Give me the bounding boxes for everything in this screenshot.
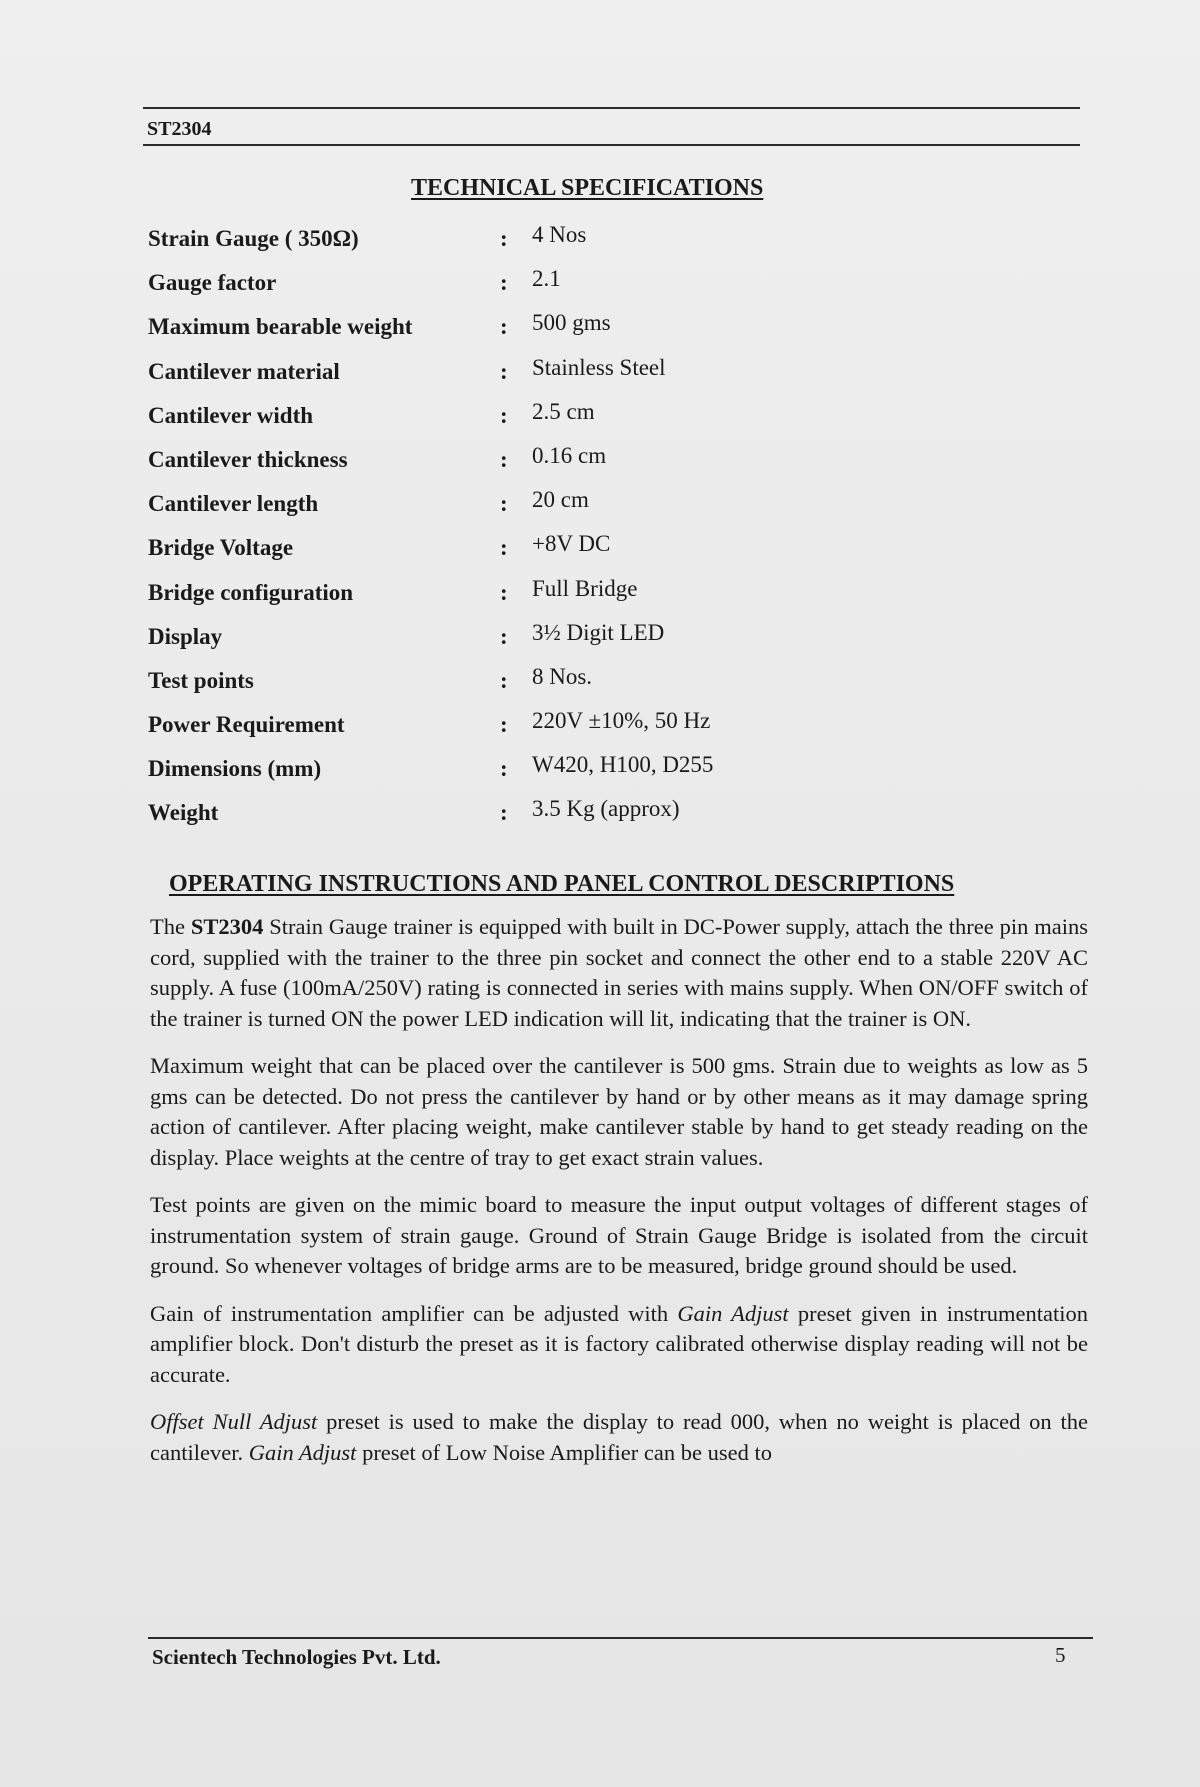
paragraph-offset-null: Offset Null Adjust preset is used to make the display to read 000, when no weight is placed on the cantilever. Gain Adjust preset of Low Noise Amplifier can be used to [150,1409,1088,1465]
offset-null-adjust-term: Offset Null Adjust [150,1409,318,1434]
spec-row [148,531,948,579]
spec-value: +8V DC [532,531,611,557]
spec-row [148,708,948,756]
spec-value: 3½ Digit LED [532,619,665,645]
spec-label: Weight [148,800,219,826]
footer-rule [148,1637,1093,1639]
spec-label: Display [148,623,223,649]
paragraph-maximum-weight: Maximum weight that can be placed over the cantilever is 500 gms. Strain due to weights as low as 5 gms can be detected. Do not press the cantilever by hand or by other means as it may damage spring action of cantilever. After placing weight, make cantilever stable by hand to get steady reading on the display. Place weights at the centre of tray to get exact strain values. [150,1053,1088,1170]
spec-separator: : [500,667,508,693]
spec-row [148,619,948,668]
operating-instructions-title: OPERATING INSTRUCTIONS AND PANEL CONTROL DESCRIPTIONS [169,871,955,897]
spec-value: Stainless Steel [532,354,666,380]
spec-row [148,442,948,491]
spec-value: 2.1 [532,266,561,292]
document-code: ST2304 [147,118,212,140]
spec-label: Test points [148,667,254,693]
spec-row [148,487,948,535]
paragraph-power-supply: The ST2304 Strain Gauge trainer is equipped with built in DC-Power supply, attach the three pin mains cord, supplied with the trainer to the three pin socket and connect the other end to a stable 220V AC supply. A fuse (100mA/250V) rating is connected in series with mains supply. When ON/OFF switch of the trainer is turned ON the power LED indication will lit, indicating that the trainer is ON. [150,914,1088,1031]
spec-row [148,310,948,358]
spec-value: 8 Nos. [532,663,593,689]
spec-label: Power Requirement [148,712,345,738]
spec-label: Cantilever length [148,491,319,517]
spec-row [148,663,948,712]
spec-separator: : [500,491,508,517]
spec-separator: : [500,535,508,561]
gain-adjust-term: Gain Adjust [677,1300,789,1326]
spec-value: 3.5 Kg (approx) [532,796,680,822]
spec-row [148,222,948,270]
spec-separator: : [500,800,508,826]
spec-row [148,354,948,403]
gain-adjust-term-2: Gain Adjust [248,1439,357,1465]
spec-label: Cantilever width [148,402,314,428]
spec-value: 4 Nos [532,222,587,247]
spec-row [148,796,948,844]
header-rule [143,107,1080,109]
spec-label: Maximum bearable weight [148,314,413,340]
spec-separator: : [500,226,508,251]
operating-instructions-body [150,912,1088,1485]
spec-row [148,752,948,800]
spec-separator: : [500,270,508,296]
spec-separator: : [500,756,508,782]
spec-separator: : [500,446,508,472]
spec-value: 2.5 cm [532,398,595,424]
spec-value: Full Bridge [532,575,638,601]
spec-separator: : [500,358,508,384]
spec-value: 0.16 cm [532,442,607,468]
model-number: ST2304 [190,914,264,939]
header-rule-lower [143,144,1080,146]
spec-separator: : [500,314,508,340]
spec-row [148,575,948,624]
spec-label: Cantilever material [148,358,340,384]
paragraph-gain-adjust: Gain of instrumentation amplifier can be adjusted with Gain Adjust preset given in instrumentation amplifier block. Don't disturb the preset as it is factory calibrated otherwise display reading will not be accurate. [150,1300,1088,1387]
spec-separator: : [500,712,508,738]
spec-separator: : [500,579,508,605]
spec-label: Dimensions (mm) [148,756,322,782]
footer-company-name: Scientech Technologies Pvt. Ltd. [152,1645,441,1669]
spec-label: Bridge Voltage [148,535,294,561]
spec-value: 220V ±10%, 50 Hz [532,708,711,734]
spec-table [148,222,948,845]
spec-row [148,266,948,314]
spec-label: Strain Gauge ( 350Ω) [148,226,359,251]
spec-value: 500 gms [532,310,611,336]
spec-label: Bridge configuration [148,579,354,605]
paragraph-test-points: Test points are given on the mimic board to measure the input output voltages of different stages of instrumentation system of strain gauge. Ground of Strain Gauge Bridge is isolated from the circuit ground. So whenever voltages of bridge arms are to be measured, bridge ground should be used. [150,1192,1088,1278]
spec-separator: : [500,623,508,649]
spec-label: Cantilever thickness [148,446,348,472]
spec-separator: : [500,402,508,428]
spec-value: 20 cm [532,487,589,513]
spec-row [148,398,948,447]
page-number: 5 [1055,1643,1066,1667]
spec-value: W420, H100, D255 [532,752,714,778]
spec-label: Gauge factor [148,270,277,296]
technical-specifications-title: TECHNICAL SPECIFICATIONS [411,175,764,201]
